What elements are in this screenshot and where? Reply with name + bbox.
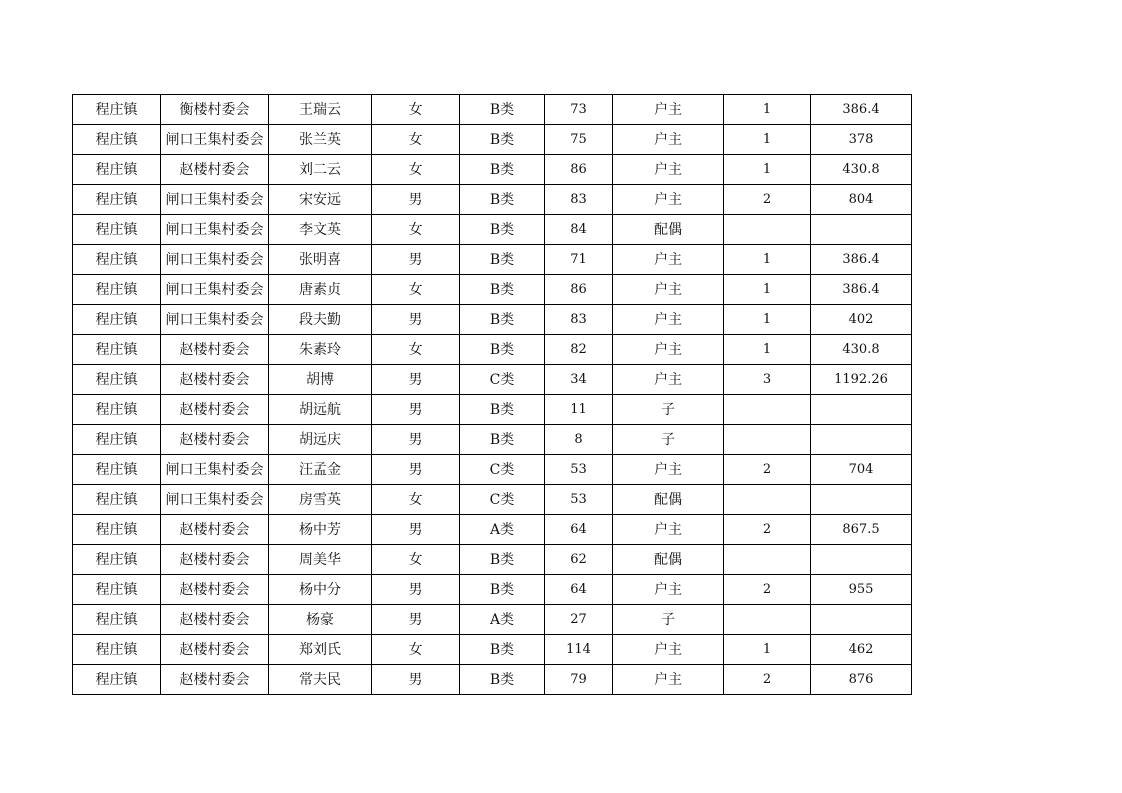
cell-relation: 子	[613, 425, 724, 455]
cell-village: 赵楼村委会	[161, 365, 269, 395]
cell-amount: 430.8	[811, 155, 912, 185]
cell-household-size: 1	[724, 275, 811, 305]
cell-category: A类	[460, 605, 545, 635]
cell-gender: 女	[372, 485, 460, 515]
cell-category: C类	[460, 365, 545, 395]
cell-category: B类	[460, 215, 545, 245]
cell-relation: 户主	[613, 185, 724, 215]
cell-name: 张明喜	[269, 245, 372, 275]
cell-name: 常夫民	[269, 665, 372, 695]
table-row	[73, 545, 912, 575]
cell-household-size: 1	[724, 245, 811, 275]
table-body	[73, 95, 912, 695]
cell-amount: 386.4	[811, 275, 912, 305]
table-row	[73, 275, 912, 305]
cell-household-size: 1	[724, 95, 811, 125]
cell-name: 李文英	[269, 215, 372, 245]
table-row	[73, 185, 912, 215]
cell-relation: 户主	[613, 305, 724, 335]
cell-age: 82	[545, 335, 613, 365]
cell-village: 赵楼村委会	[161, 635, 269, 665]
cell-age: 83	[545, 305, 613, 335]
cell-category: B类	[460, 635, 545, 665]
cell-gender: 女	[372, 635, 460, 665]
cell-name: 胡远航	[269, 395, 372, 425]
cell-town: 程庄镇	[73, 275, 161, 305]
cell-age: 79	[545, 665, 613, 695]
cell-household-size: 2	[724, 455, 811, 485]
cell-name: 宋安远	[269, 185, 372, 215]
cell-amount: 430.8	[811, 335, 912, 365]
table-row	[73, 215, 912, 245]
cell-category: B类	[460, 305, 545, 335]
cell-category: B类	[460, 185, 545, 215]
cell-age: 86	[545, 155, 613, 185]
table-row	[73, 485, 912, 515]
cell-relation: 配偶	[613, 545, 724, 575]
cell-age: 11	[545, 395, 613, 425]
cell-amount	[811, 425, 912, 455]
cell-town: 程庄镇	[73, 665, 161, 695]
cell-town: 程庄镇	[73, 515, 161, 545]
cell-town: 程庄镇	[73, 335, 161, 365]
cell-household-size	[724, 425, 811, 455]
cell-amount	[811, 545, 912, 575]
cell-name: 杨中芳	[269, 515, 372, 545]
cell-gender: 男	[372, 575, 460, 605]
cell-relation: 户主	[613, 335, 724, 365]
table-row	[73, 335, 912, 365]
cell-gender: 男	[372, 515, 460, 545]
cell-name: 房雪英	[269, 485, 372, 515]
cell-age: 8	[545, 425, 613, 455]
cell-town: 程庄镇	[73, 575, 161, 605]
cell-relation: 户主	[613, 575, 724, 605]
cell-relation: 户主	[613, 365, 724, 395]
table-row	[73, 575, 912, 605]
cell-category: B类	[460, 545, 545, 575]
cell-gender: 男	[372, 665, 460, 695]
cell-household-size: 2	[724, 185, 811, 215]
table-row	[73, 305, 912, 335]
cell-age: 114	[545, 635, 613, 665]
cell-town: 程庄镇	[73, 125, 161, 155]
cell-amount: 867.5	[811, 515, 912, 545]
cell-town: 程庄镇	[73, 245, 161, 275]
cell-amount: 804	[811, 185, 912, 215]
data-table	[72, 94, 912, 695]
cell-household-size	[724, 545, 811, 575]
cell-household-size: 1	[724, 125, 811, 155]
cell-category: B类	[460, 95, 545, 125]
cell-town: 程庄镇	[73, 455, 161, 485]
cell-relation: 户主	[613, 95, 724, 125]
table-row	[73, 635, 912, 665]
cell-gender: 男	[372, 425, 460, 455]
cell-gender: 女	[372, 95, 460, 125]
cell-amount: 378	[811, 125, 912, 155]
cell-relation: 配偶	[613, 215, 724, 245]
cell-category: C类	[460, 485, 545, 515]
cell-gender: 男	[372, 395, 460, 425]
cell-age: 27	[545, 605, 613, 635]
cell-relation: 户主	[613, 455, 724, 485]
cell-category: C类	[460, 455, 545, 485]
cell-town: 程庄镇	[73, 185, 161, 215]
cell-village: 赵楼村委会	[161, 515, 269, 545]
cell-amount	[811, 395, 912, 425]
cell-category: B类	[460, 425, 545, 455]
cell-amount: 402	[811, 305, 912, 335]
cell-amount	[811, 485, 912, 515]
cell-gender: 男	[372, 245, 460, 275]
cell-village: 赵楼村委会	[161, 575, 269, 605]
cell-village: 赵楼村委会	[161, 605, 269, 635]
cell-age: 71	[545, 245, 613, 275]
cell-village: 闸口王集村委会	[161, 305, 269, 335]
cell-category: B类	[460, 125, 545, 155]
cell-town: 程庄镇	[73, 365, 161, 395]
cell-age: 73	[545, 95, 613, 125]
cell-village: 赵楼村委会	[161, 335, 269, 365]
cell-village: 闸口王集村委会	[161, 125, 269, 155]
cell-category: B类	[460, 155, 545, 185]
cell-village: 闸口王集村委会	[161, 245, 269, 275]
cell-name: 朱素玲	[269, 335, 372, 365]
cell-category: B类	[460, 245, 545, 275]
cell-name: 王瑞云	[269, 95, 372, 125]
cell-relation: 户主	[613, 635, 724, 665]
cell-household-size: 2	[724, 665, 811, 695]
cell-relation: 配偶	[613, 485, 724, 515]
cell-town: 程庄镇	[73, 545, 161, 575]
cell-category: B类	[460, 275, 545, 305]
cell-amount	[811, 215, 912, 245]
cell-age: 53	[545, 485, 613, 515]
cell-gender: 男	[372, 365, 460, 395]
cell-town: 程庄镇	[73, 485, 161, 515]
cell-household-size	[724, 485, 811, 515]
cell-category: B类	[460, 335, 545, 365]
cell-age: 62	[545, 545, 613, 575]
cell-amount: 1192.26	[811, 365, 912, 395]
table-row	[73, 455, 912, 485]
table-row	[73, 365, 912, 395]
cell-household-size: 1	[724, 635, 811, 665]
cell-gender: 女	[372, 155, 460, 185]
cell-amount: 876	[811, 665, 912, 695]
cell-gender: 女	[372, 215, 460, 245]
cell-gender: 男	[372, 455, 460, 485]
cell-relation: 户主	[613, 515, 724, 545]
cell-village: 衡楼村委会	[161, 95, 269, 125]
cell-relation: 户主	[613, 155, 724, 185]
cell-gender: 女	[372, 545, 460, 575]
table-row	[73, 395, 912, 425]
cell-name: 段夫勤	[269, 305, 372, 335]
table-row	[73, 245, 912, 275]
cell-town: 程庄镇	[73, 155, 161, 185]
cell-village: 赵楼村委会	[161, 425, 269, 455]
cell-town: 程庄镇	[73, 215, 161, 245]
cell-category: B类	[460, 395, 545, 425]
cell-town: 程庄镇	[73, 395, 161, 425]
cell-relation: 户主	[613, 245, 724, 275]
cell-village: 赵楼村委会	[161, 395, 269, 425]
cell-household-size: 1	[724, 305, 811, 335]
cell-relation: 子	[613, 605, 724, 635]
cell-relation: 户主	[613, 665, 724, 695]
cell-relation: 户主	[613, 275, 724, 305]
cell-name: 唐素贞	[269, 275, 372, 305]
cell-village: 闸口王集村委会	[161, 185, 269, 215]
cell-name: 胡博	[269, 365, 372, 395]
cell-name: 杨豪	[269, 605, 372, 635]
table-row	[73, 125, 912, 155]
cell-category: B类	[460, 665, 545, 695]
cell-gender: 男	[372, 305, 460, 335]
cell-gender: 男	[372, 605, 460, 635]
cell-category: A类	[460, 515, 545, 545]
cell-gender: 女	[372, 335, 460, 365]
cell-age: 34	[545, 365, 613, 395]
cell-name: 胡远庆	[269, 425, 372, 455]
cell-age: 86	[545, 275, 613, 305]
cell-gender: 女	[372, 125, 460, 155]
cell-village: 赵楼村委会	[161, 665, 269, 695]
cell-household-size: 2	[724, 575, 811, 605]
cell-village: 闸口王集村委会	[161, 455, 269, 485]
cell-gender: 女	[372, 275, 460, 305]
table-row	[73, 605, 912, 635]
table-row	[73, 665, 912, 695]
cell-household-size: 3	[724, 365, 811, 395]
cell-name: 周美华	[269, 545, 372, 575]
cell-gender: 男	[372, 185, 460, 215]
cell-name: 汪孟金	[269, 455, 372, 485]
cell-town: 程庄镇	[73, 305, 161, 335]
table-row	[73, 95, 912, 125]
cell-village: 闸口王集村委会	[161, 215, 269, 245]
cell-town: 程庄镇	[73, 95, 161, 125]
cell-age: 64	[545, 575, 613, 605]
cell-category: B类	[460, 575, 545, 605]
cell-village: 赵楼村委会	[161, 545, 269, 575]
cell-household-size	[724, 605, 811, 635]
cell-amount	[811, 605, 912, 635]
cell-relation: 户主	[613, 125, 724, 155]
cell-household-size	[724, 215, 811, 245]
cell-name: 刘二云	[269, 155, 372, 185]
cell-amount: 704	[811, 455, 912, 485]
cell-household-size: 1	[724, 155, 811, 185]
cell-age: 53	[545, 455, 613, 485]
table-row	[73, 155, 912, 185]
cell-town: 程庄镇	[73, 425, 161, 455]
cell-amount: 386.4	[811, 95, 912, 125]
cell-household-size: 1	[724, 335, 811, 365]
cell-town: 程庄镇	[73, 635, 161, 665]
cell-amount: 955	[811, 575, 912, 605]
cell-amount: 462	[811, 635, 912, 665]
cell-town: 程庄镇	[73, 605, 161, 635]
cell-age: 83	[545, 185, 613, 215]
cell-household-size: 2	[724, 515, 811, 545]
cell-relation: 子	[613, 395, 724, 425]
cell-name: 郑刘氏	[269, 635, 372, 665]
cell-household-size	[724, 395, 811, 425]
cell-village: 赵楼村委会	[161, 155, 269, 185]
cell-name: 杨中分	[269, 575, 372, 605]
cell-age: 75	[545, 125, 613, 155]
cell-age: 84	[545, 215, 613, 245]
cell-village: 闸口王集村委会	[161, 275, 269, 305]
table-row	[73, 425, 912, 455]
cell-age: 64	[545, 515, 613, 545]
table-row	[73, 515, 912, 545]
cell-name: 张兰英	[269, 125, 372, 155]
cell-amount: 386.4	[811, 245, 912, 275]
cell-village: 闸口王集村委会	[161, 485, 269, 515]
